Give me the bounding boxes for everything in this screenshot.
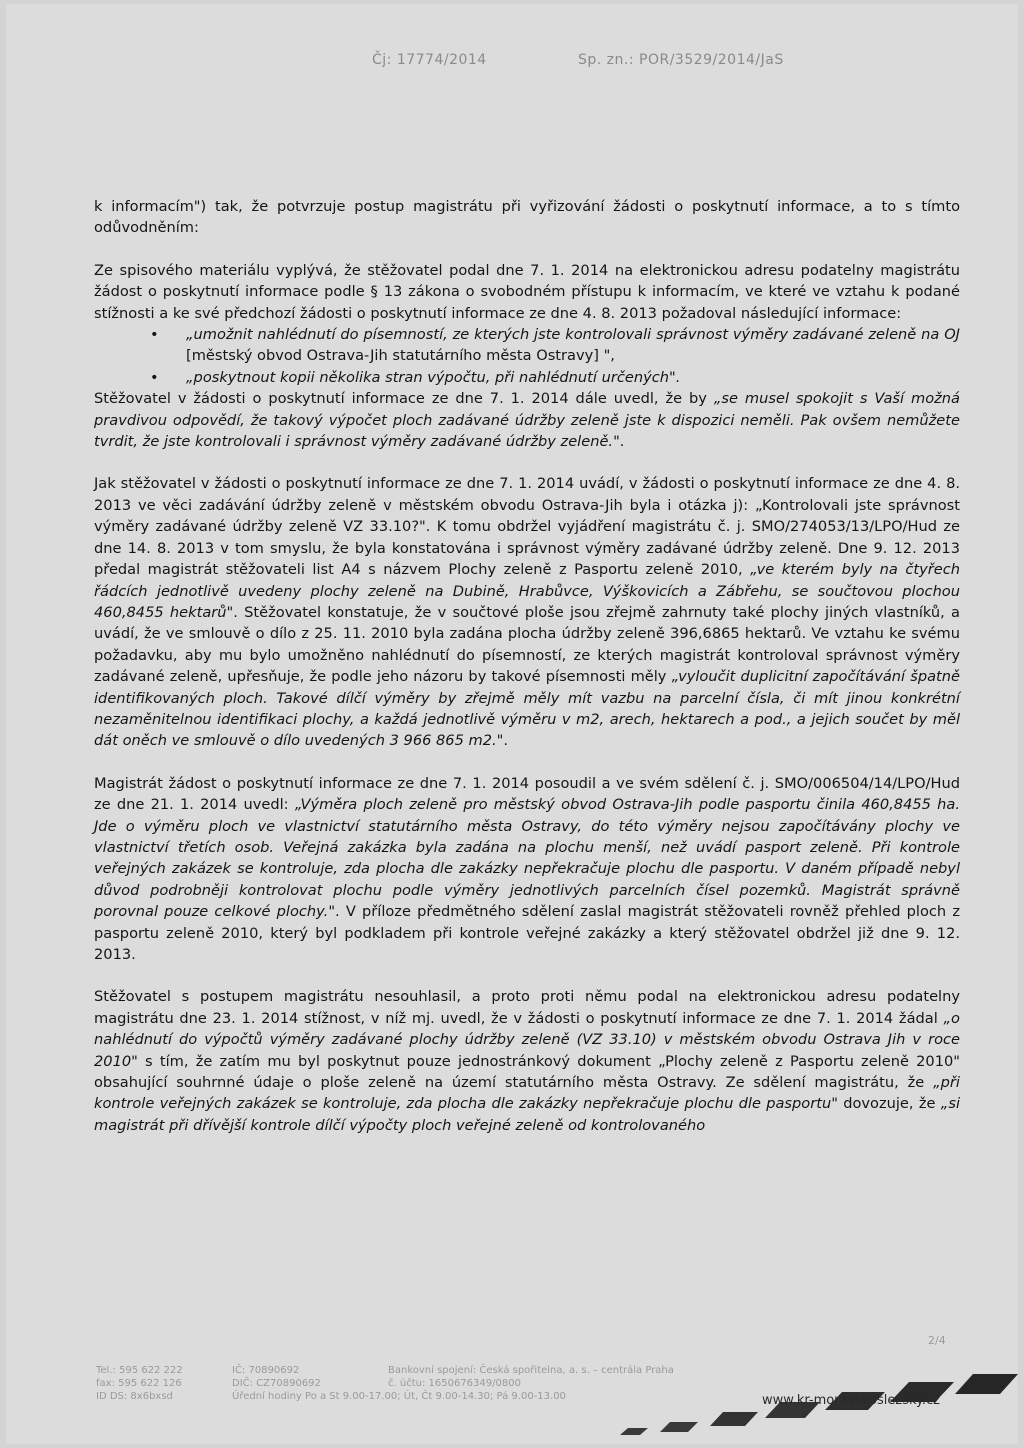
text-run: ". V příloze předmětného sdělení zaslal magistrát stěžovateli rovněž přehled ploch z pasportu zeleně 2010, který byl podkladem při kontrole veřejné zakázky a který stěžovatel obdržel již dne 9. 12. 2013. bbox=[94, 903, 960, 963]
footer-contacts bbox=[96, 1364, 183, 1403]
quote-run: „vyloučit duplicitní započítávání špatně identifikovaných ploch. Takové dílčí výměry by zřejmě měly mít vazbu na parcelní čísla, či mít jinou konkrétní nezaměnitelnou identifikaci plochy, a každá jednotlivě výměru v m2, arech, hektarech a pod., a jejich součet by měl dát oněch ve smlouvě o dílo uvedených 3 966 865 m2. bbox=[94, 668, 960, 750]
quote-run: „se musel spokojit s Vaší možná pravdivou odpovědí, že takový výpočet ploch zadávané údržby zeleně jste k dispozici neměli. Pak ovšem nemůžete tvrdit, že jste kontrolovali i správnost výměry zadávané údržby zeleně. bbox=[94, 390, 960, 451]
paragraph-complainant bbox=[94, 388, 960, 452]
text-run: Magistrát žádost o poskytnutí informace ze dne 7. 1. 2014 posoudil a ve svém sdělení č. j. SMO/006504/14/LPO/Hud ze dne 21. 1. 2014 uvedl: bbox=[94, 774, 960, 814]
text-run: ". bbox=[613, 433, 625, 451]
text-run: " s tím, že zatím mu byl poskytnut pouze jednostránkový dokument „Plochy zeleně z Pasportu zeleně 2010" obsahující souhrnné údaje o ploše zeleně na území statutárního města Ostravy. Ze sdělení magistrátu, že bbox=[94, 1052, 960, 1092]
request-list bbox=[94, 324, 960, 388]
document-footer bbox=[0, 1364, 1024, 1424]
footer-bank bbox=[388, 1364, 674, 1390]
quote-run: „si magistrát při dřívější kontrole dílčí výpočty ploch veřejné zeleně od kontrolovaného bbox=[94, 1095, 961, 1134]
list-item bbox=[186, 324, 960, 367]
list-item-quote: „poskytnout kopii několika stran výpočtu, při nahlédnutí určených". bbox=[186, 368, 681, 386]
text-run: Jak stěžovatel v žádosti o poskytnutí informace ze dne 7. 1. 2014 uvádí, v žádosti o poskytnutí informace ze dne 4. 8. 2013 ve věci zadávání údržby zeleně v městském obvodu Ostrava-Jih byla i otázka j): „Kontrolovali jste správnost výměry zadávané údržby zeleně VZ 33.10?". K tomu obdržel vyjádření magistrátu č. j. SMO/274053/13/LPO/Hud ze dne 14. 8. 2013 v tom smyslu, že byla konstatována i správnost výměry zadávané údržby zeleně. Dne 9. 12. 2013 předal magistrát stěžovateli list A4 s názvem Plochy zeleně z Pasportu zeleně 2010, bbox=[94, 475, 960, 579]
paragraph-complaint bbox=[94, 986, 960, 1136]
paragraph-history bbox=[94, 473, 960, 751]
vat-id: DIČ: CZ70890692 bbox=[232, 1378, 321, 1389]
paragraph-intro: k informacím") tak, že potvrzuje postup magistrátu při vyřizování žádosti o poskytnutí informace, a to s tímto odůvodněním: bbox=[94, 198, 960, 237]
quote-run: „při kontrole veřejných zakázek se kontroluje, zda plocha dle zakázky nepřekračuje plochu dle pasportu bbox=[94, 1074, 960, 1113]
bank-name: Bankovní spojení: Česká spořitelna, a. s. – centrála Praha bbox=[388, 1365, 674, 1376]
stripe bbox=[620, 1428, 648, 1435]
text-run: Stěžovatel s postupem magistrátu nesouhlasil, a proto proti němu podal na elektronickou adresu podatelny magistrátu dne 23. 1. 2014 stížnost, v níž mj. uvedl, že v žádosti o poskytnutí informace ze dne 7. 1. 2014 žádal bbox=[94, 988, 960, 1027]
office-hours: Úřední hodiny Po a St 9.00-17.00; Út, Čt 9.00-14.30; Pá 9.00-13.00 bbox=[232, 1391, 566, 1402]
quote-run: „ve kterém byly na čtyřech řádcích jednotlivě uvedeny plochy zeleně na Dubině, Hrabůvce, Výškovicích a Zábřehu, se součtovou plochou 460,8455 hektarů bbox=[94, 561, 960, 621]
text-run: ". bbox=[496, 732, 509, 750]
paragraph-request: Ze spisového materiálu vyplývá, že stěžovatel podal dne 7. 1. 2014 na elektronickou adresu podatelny magistrátu žádost o poskytnutí informace podle § 13 zákona o svobodném přístupu k informacím, ve které ve vztahu k podané stížnosti a ke své předchozí žádosti o poskytnutí informace ze dne 4. 8. 2013 požadoval následující informace: bbox=[94, 261, 960, 322]
text-run: ". Stěžovatel konstatuje, že v součtové ploše jsou zřejmě zahrnuty také plochy jiných vlastníků, a uvádí, že ve smlouvě o dílo z 25. 11. 2010 byla zadána plocha údržby zeleně 396,6865 hektarů. Ve vztahu ke svému požadavku, aby mu bylo umožněno nahlédnutí do písemností, ze kterých magistrát kontroloval správnost výměry zadávané zeleně, upřesňuje, že podle jeho názoru by takové písemnosti měly bbox=[94, 603, 960, 686]
website-link[interactable]: www.kr-moravskoslezsky.cz bbox=[762, 1393, 940, 1408]
fax: fax: 595 622 126 bbox=[96, 1378, 182, 1389]
quote-run: „Výměra ploch zeleně pro městský obvod Ostrava-Jih podle pasportu činila 460,8455 ha. Jde o výměru ploch ve vlastnictví statutárního města Ostravy, do této výměry nejsou započítávány plochy ve vlastnictví třetích osob. Veřejná zakázka byla zadána na plochu menší, než uvádí pasport zeleně. Při kontrole veřejných zakázek se kontroluje, zda plocha dle zakázky nepřekračuje plochu dle pasportu. V daném případě nebyl důvod podrobněji kontrolovat plochu podle výměry jednotlivých parcelních čísel pozemků. Magistrát správně porovnal pouze celkové plochy. bbox=[94, 796, 960, 921]
list-item-quote: „umožnit nahlédnutí do písemností, ze kterých jste kontrolovali správnost výměry zadávané zeleně na OJ bbox=[186, 326, 960, 344]
text-run: Stěžovatel v žádosti o poskytnutí informace ze dne 7. 1. 2014 dále uvedl, že by bbox=[94, 390, 714, 408]
data-box-id: ID DS: 8x6bxsd bbox=[96, 1391, 173, 1402]
company-id: IČ: 70890692 bbox=[232, 1365, 300, 1376]
list-item bbox=[186, 367, 960, 388]
document-body bbox=[94, 196, 960, 1136]
phone: Tel.: 595 622 222 bbox=[96, 1365, 183, 1376]
text-run: " dovozuje, že bbox=[831, 1095, 941, 1113]
paragraph-magistrate bbox=[94, 773, 960, 966]
quote-run: „o nahlédnutí do výpočtů výměry zadávané plochy údržby zeleně (VZ 33.10) v městském obvodu Ostrava Jih v roce 2010 bbox=[94, 1009, 960, 1070]
file-number: Sp. zn.: POR/3529/2014/JaS bbox=[578, 52, 784, 68]
page-number: 2/4 bbox=[928, 1334, 946, 1347]
reference-number: Čj: 17774/2014 bbox=[372, 52, 487, 68]
list-item-note: [městský obvod Ostrava-Jih statutárního města Ostravy] ", bbox=[186, 347, 615, 365]
bank-account: č. účtu: 1650676349/0800 bbox=[388, 1378, 521, 1389]
